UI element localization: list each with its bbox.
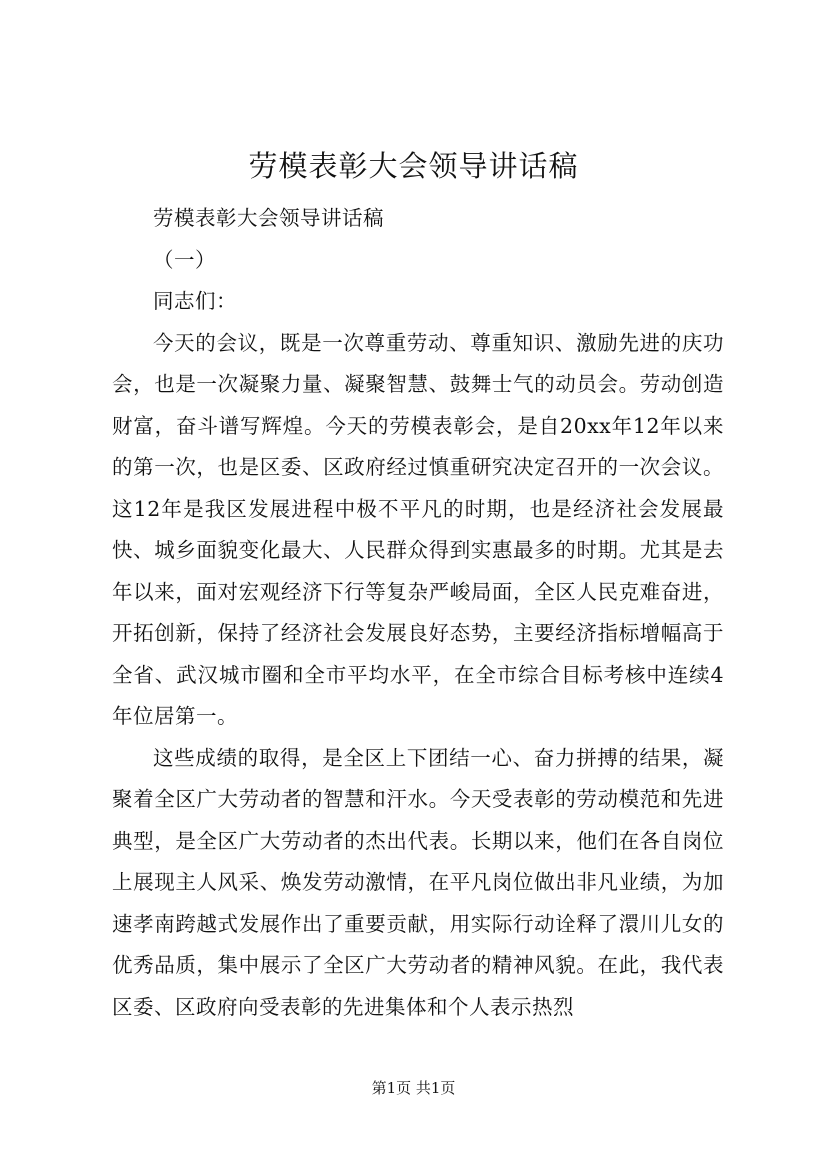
subtitle-paragraph: 劳模表彰大会领导讲话稿 (153, 206, 384, 230)
body-paragraph: 这些成绩的取得，是全区上下团结一心、奋力拼搏的结果，凝聚着全区广大劳动者的智慧和汗水。今天受表彰的劳动模范和先进典型，是全区广大劳动者的杰出代表。长期以来，他们在各自岗位上展现主人风采、焕发劳动激情，在平凡岗位做出非凡业绩，为加速孝南跨越式发展作出了重要贡献，用实际行动诠释了澴川儿女的优秀品质，集中展示了全区广大劳动者的精神风貌。在此，我代表区委、区政府向受表彰的先进集体和个人表示热烈 (112, 745, 724, 1019)
document-body (112, 198, 724, 1028)
document-title: 劳模表彰大会领导讲话稿 (248, 149, 579, 183)
salutation-paragraph: 同志们： (153, 289, 237, 313)
section-number-paragraph: （一） (153, 247, 216, 272)
body-paragraph: 今天的会议，既是一次尊重劳动、尊重知识、激励先进的庆功会，也是一次凝聚力量、凝聚智慧、鼓舞士气的动员会。劳动创造财富，奋斗谱写辉煌。今天的劳模表彰会，是自20xx年12年以来的第一次，也是区委、区政府经过慎重研究决定召开的一次会议。这12年是我区发展进程中极不平凡的时期，也是经济社会发展最快、城乡面貌变化最大、人民群众得到实惠最多的时期。尤其是去年以来，面对宏观经济下行等复杂严峻局面，全区人民克难奋进，开拓创新，保持了经济社会发展良好态势，主要经济指标增幅高于全省、武汉城市圈和全市平均水平，在全市综合目标考核中连续4年位居第一。 (112, 330, 724, 728)
page-footer: 第1页 共1页 (371, 1079, 456, 1097)
